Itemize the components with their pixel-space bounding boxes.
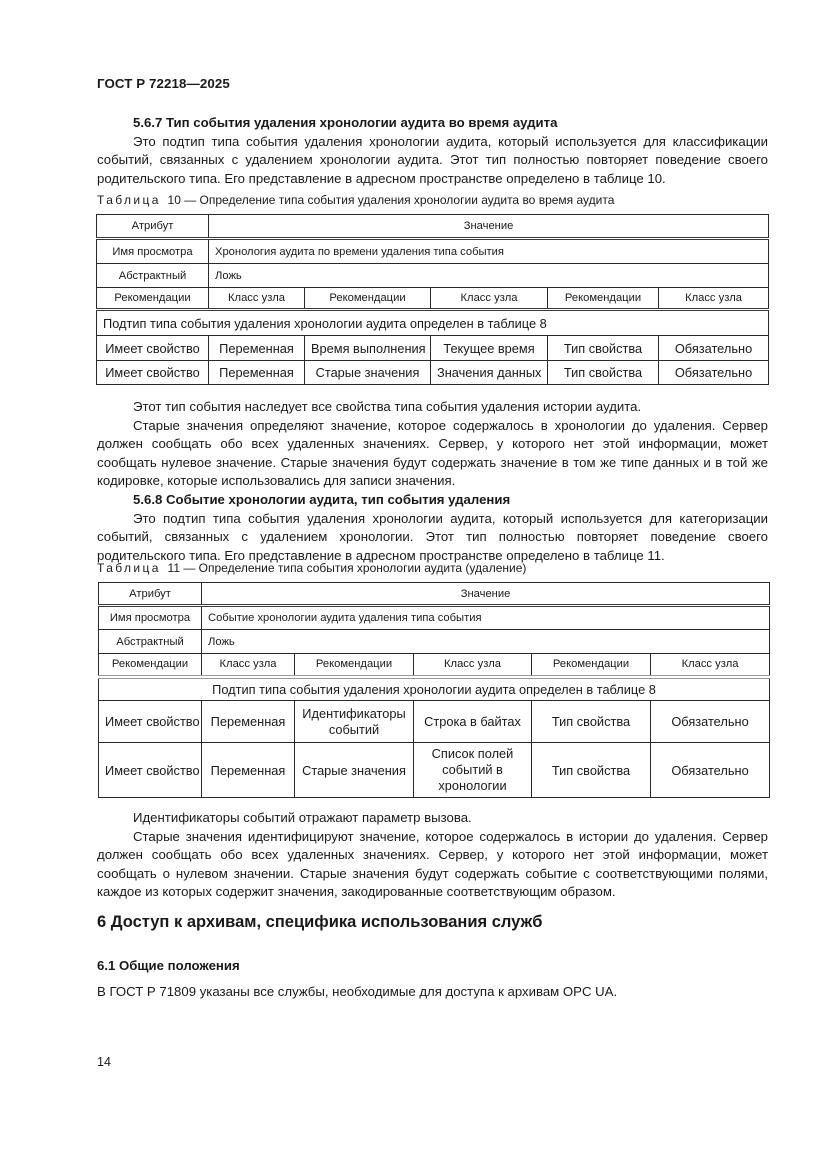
table10-abstract-label: Абстрактный bbox=[97, 264, 209, 288]
table10-browse-name-value: Хронология аудита по времени удаления типа события bbox=[209, 239, 769, 264]
table10-refs-header-cell: Класс узла bbox=[659, 288, 769, 310]
table10-abstract-value: Ложь bbox=[209, 264, 769, 288]
table11-cell: Тип свойства bbox=[532, 743, 651, 798]
table11-cell: Обязательно bbox=[651, 701, 770, 743]
after-table10-p2: Старые значения определяют значение, которое содержалось в хронологии до удаления. Сервер должен сообщать обо всех удаленных значениях. Сервер, у которого нет этой информации, может сообщать нулевое значение. Старые значения будут содержать значение в том же типе данных и в той же кодировке, которые использовались для записи значения. bbox=[97, 417, 768, 489]
table11-browse-name-value: Событие хронологии аудита удаления типа события bbox=[202, 606, 770, 630]
table11-header-row bbox=[99, 583, 770, 606]
table10-caption bbox=[97, 193, 614, 207]
section-568-paragraph: Это подтип типа события удаления хронологии аудита, который используется для категоризации событий, связанных с удалением хронологии. Этот тип полностью повторяет поведение своего родительского типа. Его представление в адресном пространстве определено в таблице 11. bbox=[97, 510, 768, 563]
table11-cell: Обязательно bbox=[651, 743, 770, 798]
table11-cell: Список полей событий в хронологии bbox=[414, 743, 532, 798]
table11-refs-header-cell: Класс узла bbox=[414, 654, 532, 677]
after-table11-text bbox=[97, 809, 768, 902]
table11-cell: Имеет свойство bbox=[99, 701, 202, 743]
table10 bbox=[96, 214, 769, 385]
table10-row bbox=[97, 361, 769, 385]
table11-cell: Старые значения bbox=[295, 743, 414, 798]
table11-header-value: Значение bbox=[202, 583, 770, 606]
table10-cell: Тип свойства bbox=[548, 336, 659, 361]
section-567-heading: 5.6.7 Тип события удаления хронологии аудита во время аудита bbox=[133, 115, 558, 130]
table10-cell: Переменная bbox=[209, 336, 305, 361]
table11-cell: Переменная bbox=[202, 701, 295, 743]
table11-row bbox=[99, 701, 770, 743]
table11-caption bbox=[97, 561, 526, 575]
table10-cell: Старые значения bbox=[305, 361, 431, 385]
table10-cell: Обязательно bbox=[659, 336, 769, 361]
table10-caption-text: 10 — Определение типа события удаления хронологии аудита во время аудита bbox=[167, 193, 615, 207]
table10-subtype-row bbox=[97, 310, 769, 336]
table10-cell: Обязательно bbox=[659, 361, 769, 385]
page-number: 14 bbox=[97, 1055, 111, 1069]
table11-browse-name-row bbox=[99, 606, 770, 630]
section-6-heading: 6 Доступ к архивам, специфика использования служб bbox=[97, 913, 543, 931]
table11-refs-header-cell: Класс узла bbox=[651, 654, 770, 677]
table10-cell: Значения данных bbox=[431, 361, 548, 385]
running-head: ГОСТ Р 72218—2025 bbox=[97, 76, 230, 91]
after-table10-text bbox=[97, 398, 768, 565]
table11-refs-header-cell: Рекомендации bbox=[99, 654, 202, 677]
table11-abstract-value: Ложь bbox=[202, 630, 770, 654]
after-table11-p2: Старые значения идентифицируют значение, которое содержалось в истории до удаления. Сервер должен сообщать обо всех удаленных значениях. Сервер, у которого нет этой информации, может сообщать о нулевом значении. Старые значения будут содержать событие с соответствующими полями, каждое из которых содержит значения, закодированные соответствующим образом. bbox=[97, 828, 768, 900]
table11-cell: Имеет свойство bbox=[99, 743, 202, 798]
table11-refs-header-cell: Рекомендации bbox=[295, 654, 414, 677]
table11-refs-header-cell: Класс узла bbox=[202, 654, 295, 677]
table11-cell: Тип свойства bbox=[532, 701, 651, 743]
table10-cell: Время выполнения bbox=[305, 336, 431, 361]
table10-subtype-text: Подтип типа события удаления хронологии аудита определен в таблице 8 bbox=[97, 310, 769, 336]
table10-header-attribute: Атрибут bbox=[97, 215, 209, 239]
section-568-heading: 5.6.8 Событие хронологии аудита, тип события удаления bbox=[133, 491, 511, 507]
table11-caption-label: Таблица bbox=[97, 561, 161, 575]
table11-cell: Строка в байтах bbox=[414, 701, 532, 743]
table11-subtype-text: Подтип типа события удаления хронологии аудита определен в таблице 8 bbox=[99, 677, 770, 701]
table10-header-row bbox=[97, 215, 769, 239]
table10-refs-header-cell: Класс узла bbox=[431, 288, 548, 310]
table10-refs-header-cell: Рекомендации bbox=[305, 288, 431, 310]
table10-refs-header-cell: Класс узла bbox=[209, 288, 305, 310]
table11-subtype-row bbox=[99, 677, 770, 701]
table11-header-attribute: Атрибут bbox=[99, 583, 202, 606]
table11-browse-name-label: Имя просмотра bbox=[99, 606, 202, 630]
table10-cell: Переменная bbox=[209, 361, 305, 385]
table10-header-value: Значение bbox=[209, 215, 769, 239]
after-table10-p1: Этот тип события наследует все свойства типа события удаления истории аудита. bbox=[133, 399, 642, 414]
table11-refs-header-cell: Рекомендации bbox=[532, 654, 651, 677]
table11-refs-header-row bbox=[99, 654, 770, 677]
table10-refs-header-cell: Рекомендации bbox=[548, 288, 659, 310]
table11-row bbox=[99, 743, 770, 798]
table10-refs-header-cell: Рекомендации bbox=[97, 288, 209, 310]
table10-browse-name-row bbox=[97, 239, 769, 264]
section-61-paragraph: В ГОСТ Р 71809 указаны все службы, необходимые для доступа к архивам OPC UA. bbox=[97, 984, 618, 999]
table11-cell: Идентификаторы событий bbox=[295, 701, 414, 743]
section-61-heading: 6.1 Общие положения bbox=[97, 958, 240, 973]
after-table11-p1: Идентификаторы событий отражают параметр вызова. bbox=[133, 810, 472, 825]
table10-cell: Текущее время bbox=[431, 336, 548, 361]
table10-cell: Тип свойства bbox=[548, 361, 659, 385]
table11-abstract-row bbox=[99, 630, 770, 654]
section-567 bbox=[97, 114, 768, 188]
table10-caption-label: Таблица bbox=[97, 193, 161, 207]
table11-abstract-label: Абстрактный bbox=[99, 630, 202, 654]
table10-cell: Имеет свойство bbox=[97, 336, 209, 361]
section-567-paragraph: Это подтип типа события удаления хронологии аудита, который используется для классификации событий, связанных с удалением хронологии аудита. Этот тип полностью повторяет поведение своего родительского типа. Его представление в адресном пространстве определено в таблице 10. bbox=[97, 133, 768, 186]
table10-row bbox=[97, 336, 769, 361]
table11 bbox=[98, 582, 770, 798]
table10-refs-header-row bbox=[97, 288, 769, 310]
table11-cell: Переменная bbox=[202, 743, 295, 798]
table10-browse-name-label: Имя просмотра bbox=[97, 239, 209, 264]
table10-abstract-row bbox=[97, 264, 769, 288]
table10-cell: Имеет свойство bbox=[97, 361, 209, 385]
table11-caption-text: 11 — Определение типа события хронологии аудита (удаление) bbox=[167, 561, 527, 575]
